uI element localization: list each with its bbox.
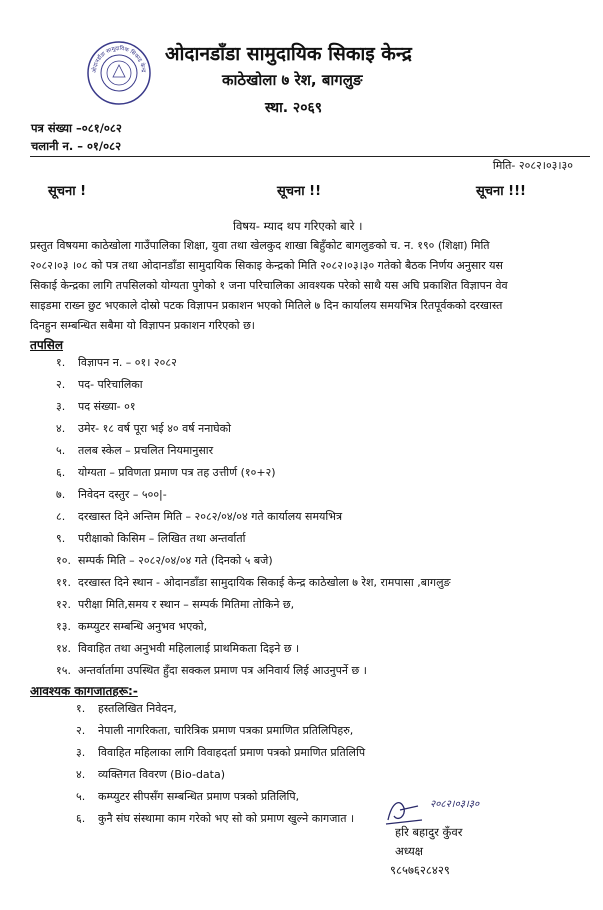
notice-heading-2: सूचना !! (277, 184, 322, 199)
notice-heading-3: सूचना !!! (476, 184, 526, 199)
notice-date: मिति- २०८२।०३।३० (492, 159, 573, 172)
tapasil-heading: तपसिल (30, 338, 64, 352)
dispatch-number: चलानी न. – ०१/०८२ (31, 139, 122, 153)
paragraph-line: साइडमा राख्न छुट भएकाले दोस्रो पटक विज्ञापन प्रकाशन भएको मितिले ७ दिन कार्यालय समयभित्र रितपूर्वकको दरखास्त (30, 299, 503, 312)
signer-phone: ९८५७६२८४२९ (390, 863, 450, 877)
paragraph-line: प्रस्तुत विषयमा काठेखोला गाउँपालिका शिक्षा, युवा तथा खेलकुद शाखा बिहुँकोट बागलुङको च. न. १९० (शिक्षा) मिति (30, 239, 490, 252)
header-divider (30, 156, 590, 157)
notice-heading-1: सूचना ! (48, 184, 87, 199)
paragraph-line: सिकाई केन्द्रका लागि तपसिलको योग्यता पुगेको १ जना परिचालिका आवश्यक परेको साथै यस अघि प्रकाशित विज्ञापन वेव (30, 279, 508, 292)
signer-title: अध्यक्ष (395, 844, 424, 858)
established-year: स्था. २०६९ (265, 100, 323, 116)
signature-date-handwritten: २०८२।०३।३० (430, 799, 480, 810)
paragraph-line: दिनहुन सम्बन्धित सबैमा यो विज्ञापन प्रकाशन गरिएको छ। (30, 319, 255, 332)
documents-heading: आवश्यक कागजातहरू:- (30, 684, 138, 698)
signer-name: हरि बहादुर कुँवर (395, 825, 463, 839)
subject-line: विषय- म्याद थप गरिएको बारे । (233, 219, 363, 233)
svg-text:ओदानडाँडा सामुदायिक सिकाइ केन्: ओदानडाँडा सामुदायिक सिकाइ केन्द्र (91, 45, 147, 74)
paragraph-line: २०८२।०३ ।०८ को पत्र तथा ओदानडाँडा सामुदायिक सिकाइ केन्द्रको मिति २०८२।०३।३० गतेको बैठक निर्णय अनुसार यस (30, 259, 503, 272)
body-paragraph (30, 236, 578, 336)
letter-reference-number: पत्र संख्या –०८१/०८२ (31, 121, 122, 135)
organization-name: ओदानडाँडा सामुदायिक सिकाइ केन्द्र (165, 43, 412, 65)
organization-seal (86, 40, 152, 106)
organization-address: काठेखोला ७ रेश, बागलुङ (222, 71, 363, 89)
